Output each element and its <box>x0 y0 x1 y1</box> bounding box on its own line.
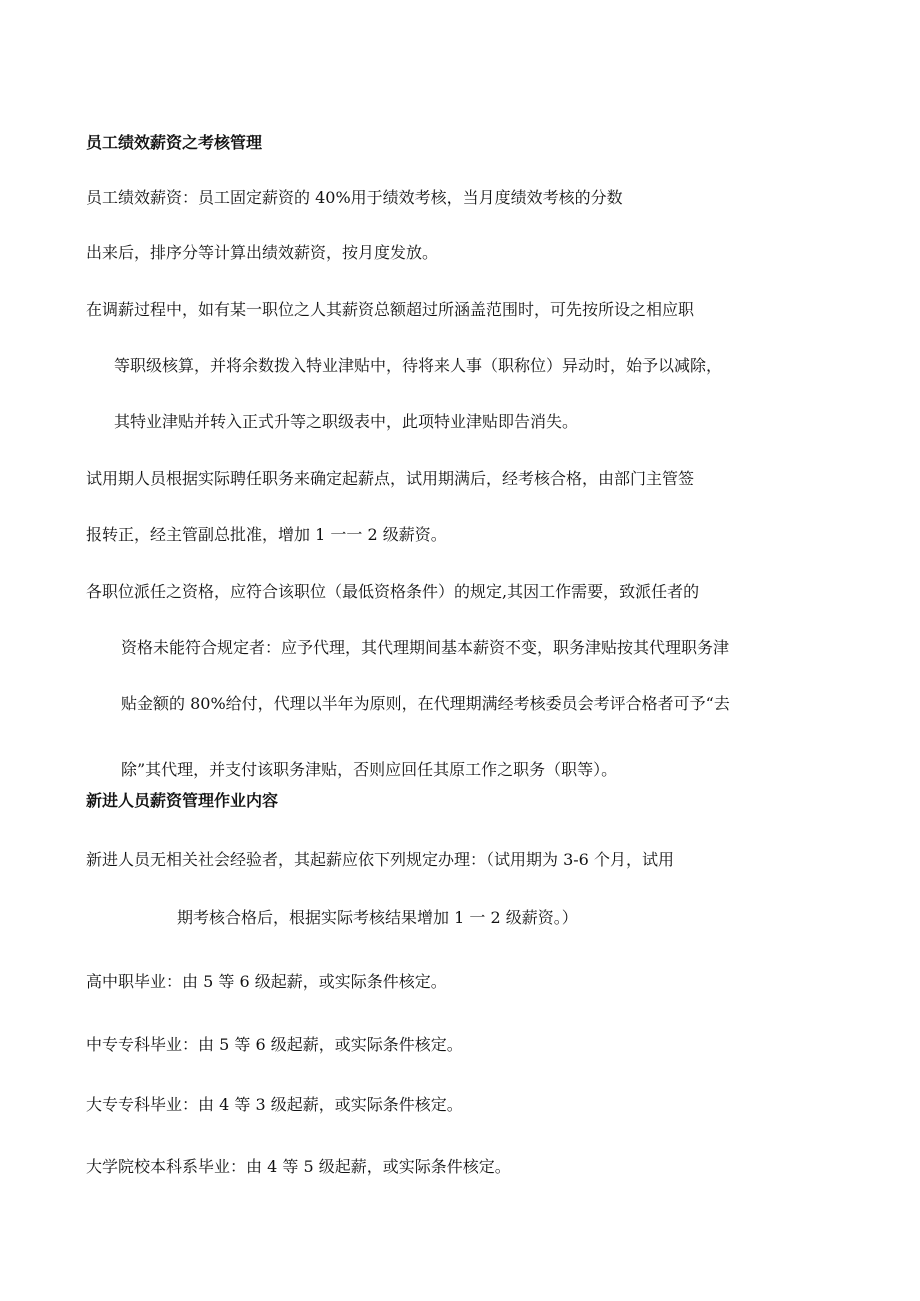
list-item: 中专专科毕业：由 5 等 6 级起薪，或实际条件核定。 <box>86 1035 463 1054</box>
paragraph-line: 除”其代理，并支付该职务津贴，否则应回任其原工作之职务（职等）。 <box>121 760 618 779</box>
paragraph-line: 出来后，排序分等计算出绩效薪资，按月度发放。 <box>86 243 439 262</box>
paragraph-line: 资格未能符合规定者：应予代理，其代理期间基本薪资不变，职务津贴按其代理职务津 <box>121 638 730 657</box>
section-title-performance-salary: 员工绩效薪资之考核管理 <box>86 133 263 152</box>
paragraph-line: 各职位派任之资格，应符合该职位（最低资格条件）的规定,其因工作需要，致派任者的 <box>86 582 700 601</box>
section-title-new-staff-salary: 新进人员薪资管理作业内容 <box>86 791 279 810</box>
paragraph-line: 新进人员无相关社会经验者，其起薪应依下列规定办理：（试用期为 3-6 个月，试用 <box>86 850 674 869</box>
paragraph-line: 贴金额的 80%给付，代理以半年为原则，在代理期满经考核委员会考评合格者可予“去 <box>121 694 730 713</box>
paragraph-line: 报转正，经主管副总批准，增加 1 一一 2 级薪资。 <box>86 525 447 544</box>
paragraph-line: 等职级核算，并将余数拨入特业津贴中，待将来人事（职称位）异动时，始予以减除， <box>114 356 723 375</box>
list-item: 大学院校本科系毕业：由 4 等 5 级起薪，或实际条件核定。 <box>86 1157 511 1176</box>
list-item: 大专专科毕业：由 4 等 3 级起薪，或实际条件核定。 <box>86 1095 463 1114</box>
paragraph-line: 员工绩效薪资：员工固定薪资的 40%用于绩效考核，当月度绩效考核的分数 <box>86 188 623 207</box>
paragraph-line: 试用期人员根据实际聘任职务来确定起薪点，试用期满后，经考核合格，由部门主管签 <box>86 469 695 488</box>
paragraph-line: 期考核合格后，根据实际考核结果增加 1 一 2 级薪资。） <box>177 908 578 927</box>
paragraph-line: 在调薪过程中，如有某一职位之人其薪资总额超过所涵盖范围时，可先按所设之相应职 <box>86 300 695 319</box>
paragraph-line: 其特业津贴并转入正式升等之职级表中，此项特业津贴即告消失。 <box>114 412 579 431</box>
list-item: 高中职毕业：由 5 等 6 级起薪，或实际条件核定。 <box>86 972 447 991</box>
